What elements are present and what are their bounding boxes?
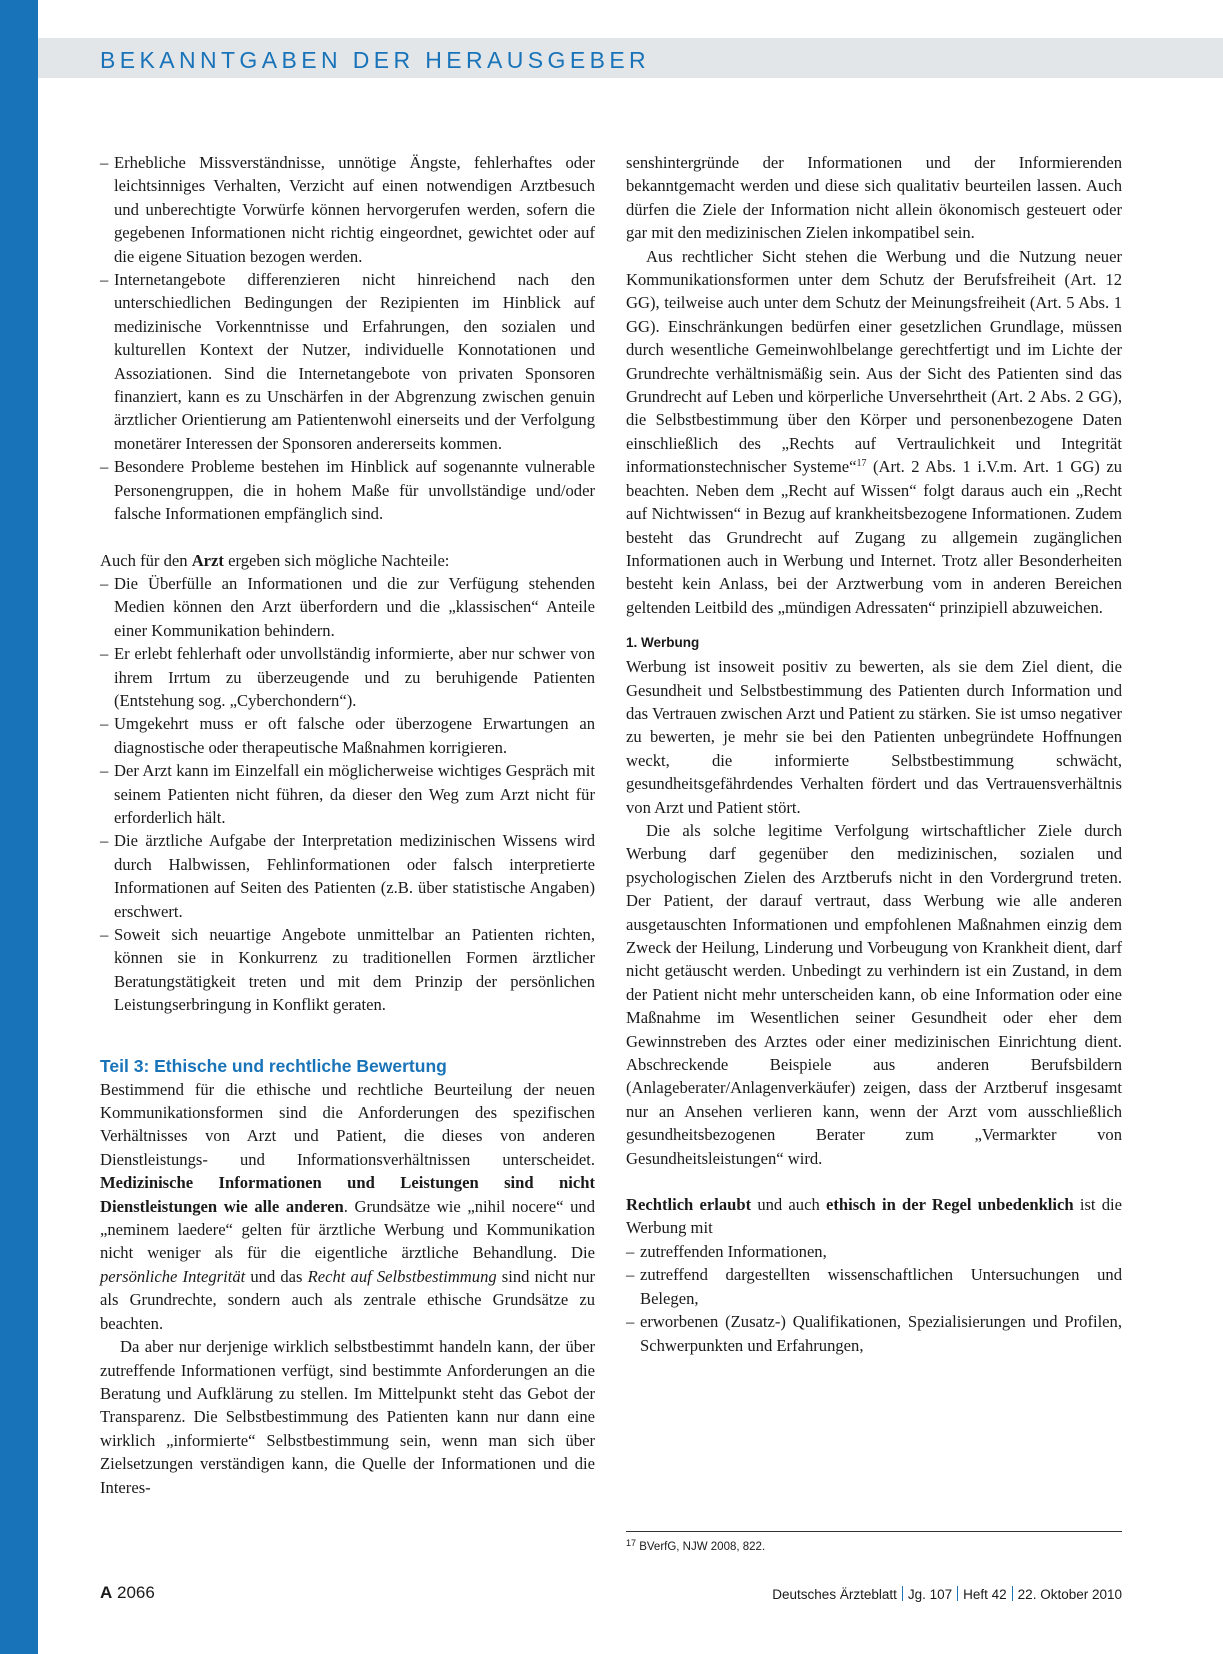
list-item: – Umgekehrt muss er oft falsche oder überzogene Erwartungen an diagnostische oder therapeutische Maßnahmen korrigieren. bbox=[100, 712, 595, 759]
paragraph: Werbung ist insoweit positiv zu bewerten, als sie dem Ziel dient, die Gesundheit und Selbstbestimmung des Patienten durch Information und das Vertrauen zwischen Arzt und Patient zu stärken. Sie ist umso negativer zu bewerten, je mehr sie bei den Patienten unbegründete Hoffnungen weckt, die informierte Selbstbestimmung schwächt, gesundheitsgefährdendes Verhalten fördert und das Vertrauensverhältnis von Arzt und Patient stört. bbox=[626, 657, 1122, 817]
list-item: – Soweit sich neuartige Angebote unmittelbar an Patienten richten, können sie in Konkurrenz zu traditionellen Formen ärztlicher Beratungstätigkeit treten und mit dem Prinzip der persönlichen Leistungserbringung in Konflikt geraten. bbox=[100, 923, 595, 1017]
left-column bbox=[100, 151, 595, 1499]
section-header-title: BEKANNTGABEN DER HERAUSGEBER bbox=[100, 47, 651, 73]
paragraph: Aus rechtlicher Sicht stehen die Werbung und die Nutzung neuer Kommunikationsformen unter dem Schutz der Berufsfreiheit (Art. 12 GG), teilweise auch unter dem Schutz der Meinungsfreiheit (Art. 5 Abs. 1 GG). Einschränkungen bedürfen einer gesetzlichen Grundlage, müssen durch wesentliche Gemeinwohlbelange gerechtfertigt und im Lichte der Grundrechte verhältnismäßig sein. Aus der Sicht des Patienten sind das Grundrecht auf Leben und körperliche Unversehrtheit (Art. 2 Abs. 2 GG), die Selbstbestimmung über den Körper und personenbezogene Daten einschließlich des „Rechts auf Vertraulichkeit und Integrität informationstechnischer Systeme“$^{17}$ (Art. 2 Abs. 1 i.V.m. Art. 1 GG) zu beachten. Neben dem „Recht auf Wissen“ folgt daraus auch ein „Recht auf Nichtwissen“ in Bezug auf krankheitsbezogene Informationen. Zudem besteht das Grundrecht auf Zugang zu allgemein zugänglichen Informationen auch in Werbung und Internet. Trotz aller Besonderheiten besteht kein Anlass, bei der Arztwerbung vom in anderen Bereichen geltenden Leitbild des „mündigen Adressaten“ prinzipiell abzuweichen. bbox=[626, 246, 1122, 617]
list-item: – Die Überfülle an Informationen und die zur Verfügung stehenden Medien können den Arzt überfordern und die „klassischen“ Anteile einer Kommunikation behindern. bbox=[100, 572, 595, 642]
paragraph-arzt-intro: Auch für den Arzt ergeben sich mögliche Nachteile: bbox=[100, 550, 450, 570]
footnote: $^{17}$ BVerfG, NJW 2008, 822. bbox=[626, 1538, 766, 1553]
paragraph: Da aber nur derjenige wirklich selbstbestimmt handeln kann, der über zutreffende Informationen verfügt, sind bestimmte Anforderungen an die Beratung und Aufklärung zu stellen. Im Mittelpunkt steht das Gebot der Transparenz. Die Selbstbestimmung des Patienten kann nur dann eine wirklich „informierte“ Selbstbestimmung sein, wenn man sich über Zielsetzungen verständigen kann, die Quelle der Informationen und die Interes- bbox=[100, 1337, 595, 1497]
list-item: – Er erlebt fehlerhaft oder unvollständig informierte, aber nur schwer von ihrem Irrtum zu überzeugende und zu beruhigende Patienten (Entstehung sog. „Cyberchondern“). bbox=[100, 642, 595, 712]
journal-footer: Deutsches Ärzteblatt Jg. 107 Heft 42 22. Oktober 2010 bbox=[772, 1587, 1122, 1602]
subheading-werbung: 1. Werbung bbox=[626, 635, 700, 651]
list-item: – Internetangebote differenzieren nicht hinreichend nach den unterschiedlichen Bedingungen der Rezipienten im Hinblick auf medizinische Vorkenntnisse und Erfahrungen, den sozialen und kulturellen Kontext der Nutzer, individuelle Konnotationen und Assoziationen. Sind die Internetangebote von privaten Sponsoren finanziert, kann es zu Unschärfen in der Abgrenzung zwischen genuin ärztlicher Orientierung am Patientenwohl einerseits und der Verfolgung monetärer Interessen der Sponsoren andererseits kommen. bbox=[100, 268, 595, 455]
footnote-reference: 17 bbox=[856, 458, 867, 470]
paragraph: Rechtlich erlaubt und auch ethisch in der Regel unbedenklich ist die Werbung mit bbox=[626, 1195, 1122, 1238]
paragraph: Die als solche legitime Verfolgung wirtschaftlicher Ziele durch Werbung darf gegenüber den medizinischen, sozialen und psychologischen Zielen des Arztberufs nicht in den Vordergrund treten. Der Patient, der darauf vertraut, dass Werbung wie alle anderen ausgetauschten Informationen und empfohlenen Maßnahmen einzig dem Zweck der Heilung, Linderung und Vorbeugung von Krankheit dient, darf nicht getäuscht werden. Unbedingt zu verhindern ist ein Zustand, in dem der Patient nicht mehr unterscheiden kann, ob eine Information oder eine Maßnahme im Wesentlichen seiner Gesundheit oder eher dem Gewinnstreben des Arztes oder einer medizinischen Einrichtung dient. Abschreckende Beispiele aus anderen Berufsbildern (Anlageberater/Anlagenverkäufer) zeigen, dass der Arztberuf insgesamt nur an Ansehen verlieren kann, wenn der Arzt vom ausschließlich gesundheitsbezogenen Berater zum „Vermarkter von Gesundheitsleistungen“ wird. bbox=[626, 820, 1122, 1168]
page-number: A 2066 bbox=[100, 1583, 155, 1602]
right-column bbox=[626, 151, 1122, 1357]
list-item: – erworbenen (Zusatz-) Qualifikationen, Spezialisierungen und Profilen, Schwerpunkten und Erfahrungen, bbox=[626, 1310, 1122, 1357]
paragraph: senshintergründe der Informationen und der Informierenden bekanntgemacht werden und diese sich qualitativ beurteilen lassen. Auch dürfen die Ziele der Information nicht allein ökonomisch gesteuert oder gar mit den medizinischen Zielen inkompatibel sein. bbox=[626, 153, 1122, 243]
list-item: – zutreffenden Informationen, bbox=[626, 1240, 1122, 1263]
list-item: – Erhebliche Missverständnisse, unnötige Ängste, fehlerhaftes oder leichtsinniges Verhalten, Verzicht auf einen notwendigen Arztbesuch und unberechtigte Vorwürfe können hervorgerufen werden, sofern die gegebenen Informationen nicht richtig eingeordnet, gewichtet oder auf die eigene Situation bezogen werden. bbox=[100, 151, 595, 268]
list-item: – zutreffend dargestellten wissenschaftlichen Untersuchungen und Belegen, bbox=[626, 1263, 1122, 1310]
list-item: – Die ärztliche Aufgabe der Interpretation medizinischen Wissens wird durch Halbwissen, Fehlinformationen oder falsch interpretierte Informationen auf Seiten des Patienten (z.B. über statistische Angaben) erschwert. bbox=[100, 829, 595, 923]
footnote-divider bbox=[626, 1531, 1122, 1532]
section-heading: Teil 3: Ethische und rechtliche Bewertung bbox=[100, 1055, 447, 1076]
list-item: – Besondere Probleme bestehen im Hinblick auf sogenannte vulnerable Personengruppen, die in hohem Maße für unvollständige und/oder falsche Informationen empfänglich sind. bbox=[100, 455, 595, 525]
side-accent-bar bbox=[0, 0, 38, 1654]
list-item: – Der Arzt kann im Einzelfall ein möglicherweise wichtiges Gespräch mit seinem Patienten nicht führen, da dieser den Weg zum Arzt nicht für erforderlich hält. bbox=[100, 759, 595, 829]
paragraph: Bestimmend für die ethische und rechtliche Beurteilung der neuen Kommunikationsformen sind die Anforderungen des spezifischen Verhältnisses von Arzt und Patient, die dieses von anderen Dienstleistungs- und Informationsverhältnissen unterscheidet. Medizinische Informationen und Leistungen sind nicht Dienstleistungen wie alle anderen. Grundsätze wie „nihil nocere“ und „neminem laedere“ gelten für ärztliche Werbung und Kommunikation nicht weniger als für die eigentliche ärztliche Behandlung. Die persönliche Integrität und das Recht auf Selbstbestimmung sind nicht nur als Grundrechte, sondern auch als zentrale ethische Grundsätze zu beachten. bbox=[100, 1079, 596, 1333]
